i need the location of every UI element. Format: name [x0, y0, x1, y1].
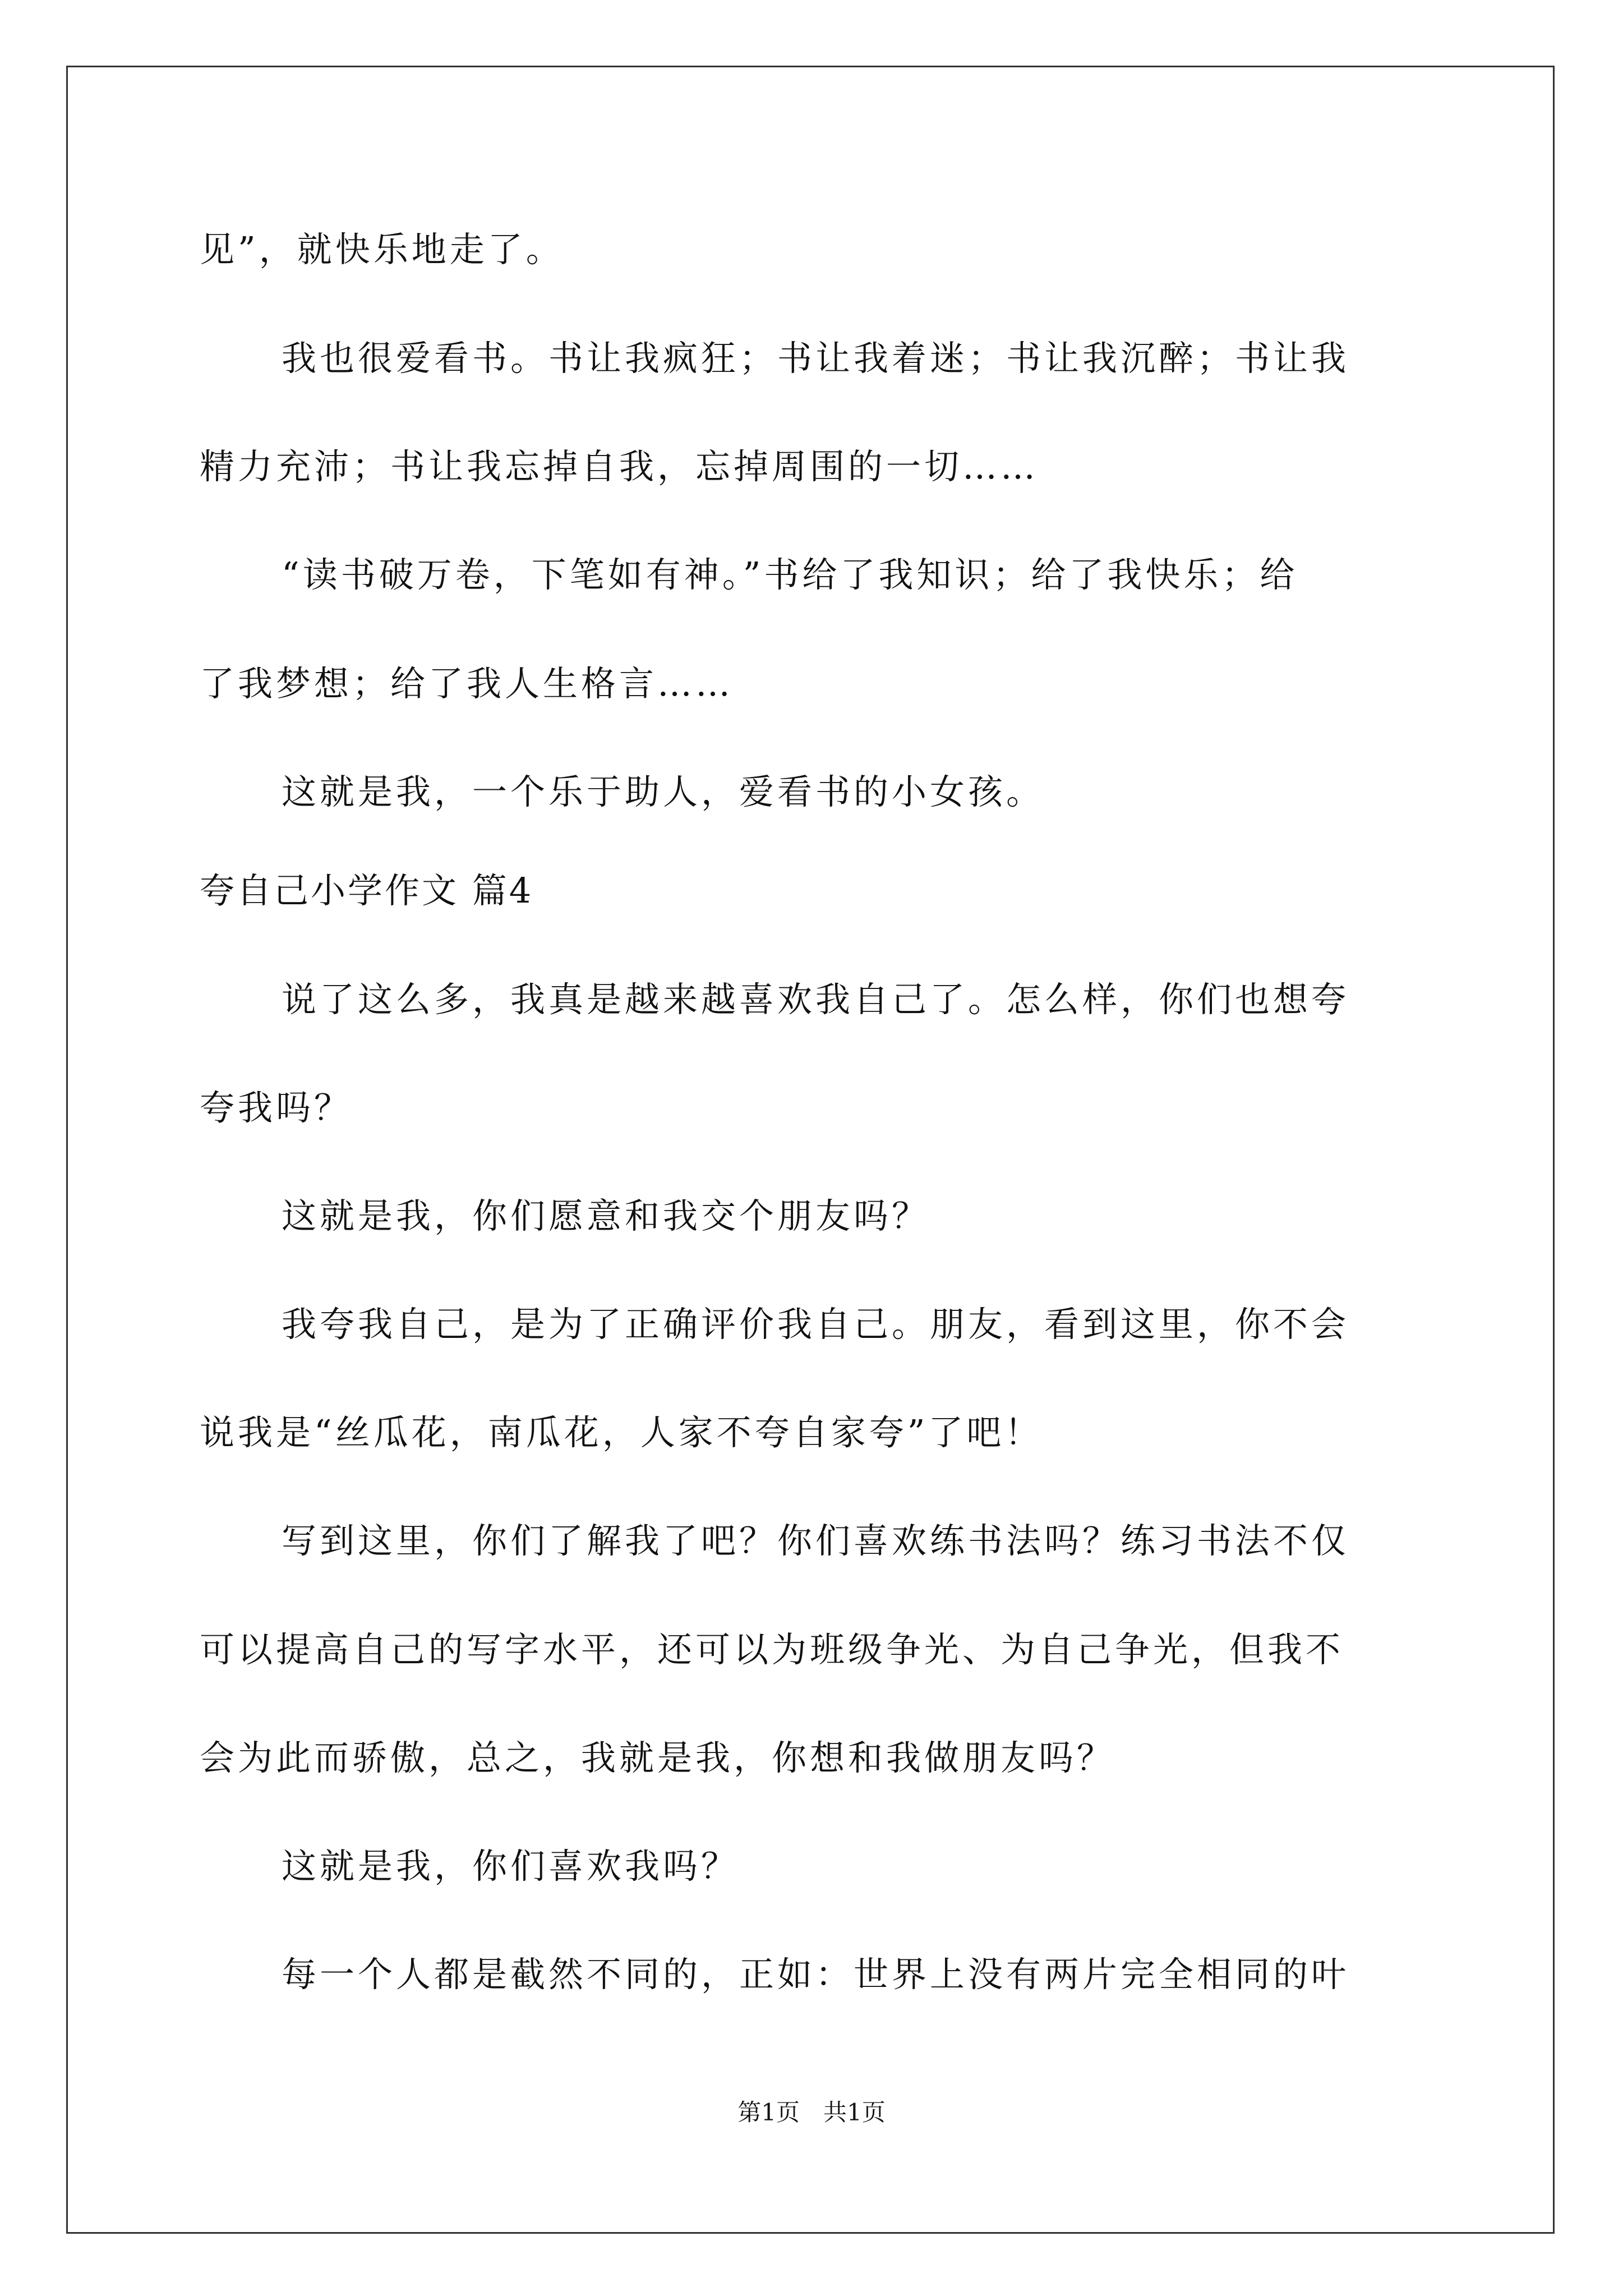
text-line: 夸我吗？ — [200, 1087, 353, 1128]
section-heading: 夸自己小学作文 篇4 — [200, 870, 534, 911]
paragraph-line: 写到这里，你们了解我了吧？你们喜欢练书法吗？练习书法不仅 — [282, 1520, 1350, 1561]
text-line: 了我梦想；给了我人生格言…… — [200, 663, 734, 704]
text-line: 精力充沛；书让我忘掉自我，忘掉周围的一切…… — [200, 446, 1039, 487]
text-line: 可以提高自己的写字水平，还可以为班级争光、为自己争光，但我不 — [200, 1629, 1344, 1670]
text-line: 见”，就快乐地走了。 — [200, 229, 564, 270]
page-footer: 第1页 共1页 — [737, 2099, 886, 2126]
paragraph-line: 我也很爱看书。书让我疯狂；书让我着迷；书让我沉醉；书让我 — [282, 338, 1350, 379]
text-line: 会为此而骄傲，总之，我就是我，你想和我做朋友吗？ — [200, 1737, 1115, 1778]
paragraph-line: 这就是我，你们愿意和我交个朋友吗？ — [282, 1195, 930, 1236]
page-border — [66, 66, 1555, 2234]
text-line: 说我是“丝瓜花，南瓜花，人家不夸自家夸”了吧！ — [200, 1412, 1043, 1453]
paragraph-line: 这就是我，你们喜欢我吗？ — [282, 1846, 740, 1887]
paragraph-line: 每一个人都是截然不同的，正如：世界上没有两片完全相同的叶 — [282, 1954, 1350, 1995]
paragraph-line: 这就是我，一个乐于助人，爱看书的小女孩。 — [282, 771, 1045, 812]
paragraph-line: “读书破万卷，下笔如有神。”书给了我知识；给了我快乐；给 — [282, 554, 1298, 595]
paragraph-line: 说了这么多，我真是越来越喜欢我自己了。怎么样，你们也想夸 — [282, 979, 1350, 1020]
paragraph-line: 我夸我自己，是为了正确评价我自己。朋友，看到这里，你不会 — [282, 1304, 1350, 1345]
